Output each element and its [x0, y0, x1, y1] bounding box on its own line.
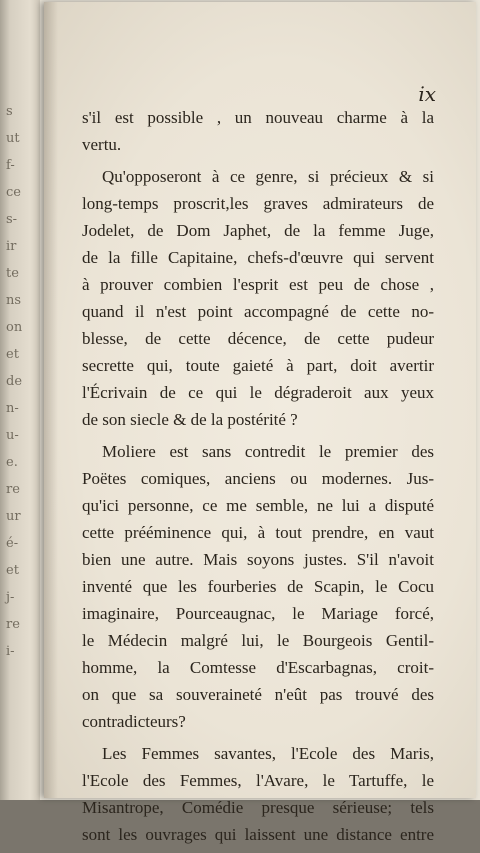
previous-page-edge — [0, 0, 40, 800]
page-number: ix — [418, 82, 436, 106]
previous-page-fragment: te — [6, 266, 19, 281]
text-line: le Médecin malgré lui, le Bourgeois Gentil- — [82, 631, 434, 650]
previous-page-fragment: ir — [6, 239, 17, 254]
text-line: qu'ici personne, ce me semble, ne lui a disputé — [82, 496, 434, 515]
text-line: secrette qui, toute gaieté à part, doit avertir — [82, 356, 434, 375]
text-line: vertu. — [82, 135, 122, 154]
text-line: blesse, de cette décence, de cette pudeur — [82, 329, 434, 348]
text-line: sont les ouvrages qui laissent une distance entre — [82, 825, 434, 844]
page-text — [82, 104, 434, 853]
text-line: l'Ecole des Femmes, l'Avare, le Tartuffe, le — [82, 771, 434, 790]
previous-page-fragment: e. — [6, 455, 18, 470]
text-line: s'il est possible , un nouveau charme à la — [82, 108, 434, 127]
text-line: Qu'opposeront à ce genre, si précieux & si — [102, 167, 434, 186]
text-line: imaginaire, Pourceaugnac, le Mariage forcé, — [82, 604, 434, 623]
previous-page-fragment: et — [6, 347, 19, 362]
text-line: Moliere est sans contredit le premier des — [102, 442, 434, 461]
book-page — [44, 2, 476, 844]
text-line: homme, la Comtesse d'Escarbagnas, croit- — [82, 658, 434, 677]
previous-page-fragment: n- — [6, 401, 19, 416]
previous-page-fragment: f- — [6, 158, 15, 173]
previous-page-fragment: s — [6, 104, 13, 119]
text-line: contradicteurs? — [82, 712, 186, 731]
paragraph-4 — [82, 740, 434, 848]
previous-page-fragment: é- — [6, 536, 19, 551]
previous-page-fragment: de — [6, 374, 23, 389]
paragraph-2 — [82, 163, 434, 433]
previous-page-fragment: on — [6, 320, 23, 335]
text-line: cette prééminence qui, à tout prendre, en vaut — [82, 523, 434, 542]
previous-page-fragment: i- — [6, 644, 15, 659]
text-line: on que sa souveraineté n'eût pas trouvé des — [82, 685, 434, 704]
paragraph-3 — [82, 438, 434, 735]
text-line: à prouver combien l'esprit est peu de chose , — [82, 275, 434, 294]
text-line: de son siecle & de la postérité ? — [82, 410, 298, 429]
text-line: Les Femmes savantes, l'Ecole des Maris, — [102, 744, 434, 763]
previous-page-fragment: et — [6, 563, 19, 578]
text-line: Poëtes comiques, anciens ou modernes. Jus- — [82, 469, 434, 488]
previous-page-fragment: s- — [6, 212, 18, 227]
previous-page-fragment: j- — [6, 590, 15, 605]
text-line: l'Écrivain de ce qui le dégraderoit aux yeux — [82, 383, 434, 402]
text-line: de la fille Capitaine, chefs-d'œuvre qui servent — [82, 248, 434, 267]
previous-page-fragment: u- — [6, 428, 19, 443]
previous-page-fragment: re — [6, 617, 20, 632]
text-line: inventé que les fourberies de Scapin, le Cocu — [82, 577, 434, 596]
text-line: quand il n'est point accompagné de cette no- — [82, 302, 434, 321]
paragraph-1 — [82, 104, 434, 158]
text-line: Jodelet, de Dom Japhet, de la femme Juge, — [82, 221, 434, 240]
text-line: long-temps proscrit,les graves admirateurs de — [82, 194, 434, 213]
previous-page-fragment: ce — [6, 185, 21, 200]
text-line: Misantrope, Comédie presque sérieuse; tels — [82, 798, 434, 817]
previous-page-fragment: ut — [6, 131, 20, 146]
previous-page-fragment: re — [6, 482, 20, 497]
previous-page-fragment: ns — [6, 293, 22, 308]
previous-page-fragment: ur — [6, 509, 21, 524]
text-line: bien une autre. Mais soyons justes. S'il n'avoit — [82, 550, 434, 569]
